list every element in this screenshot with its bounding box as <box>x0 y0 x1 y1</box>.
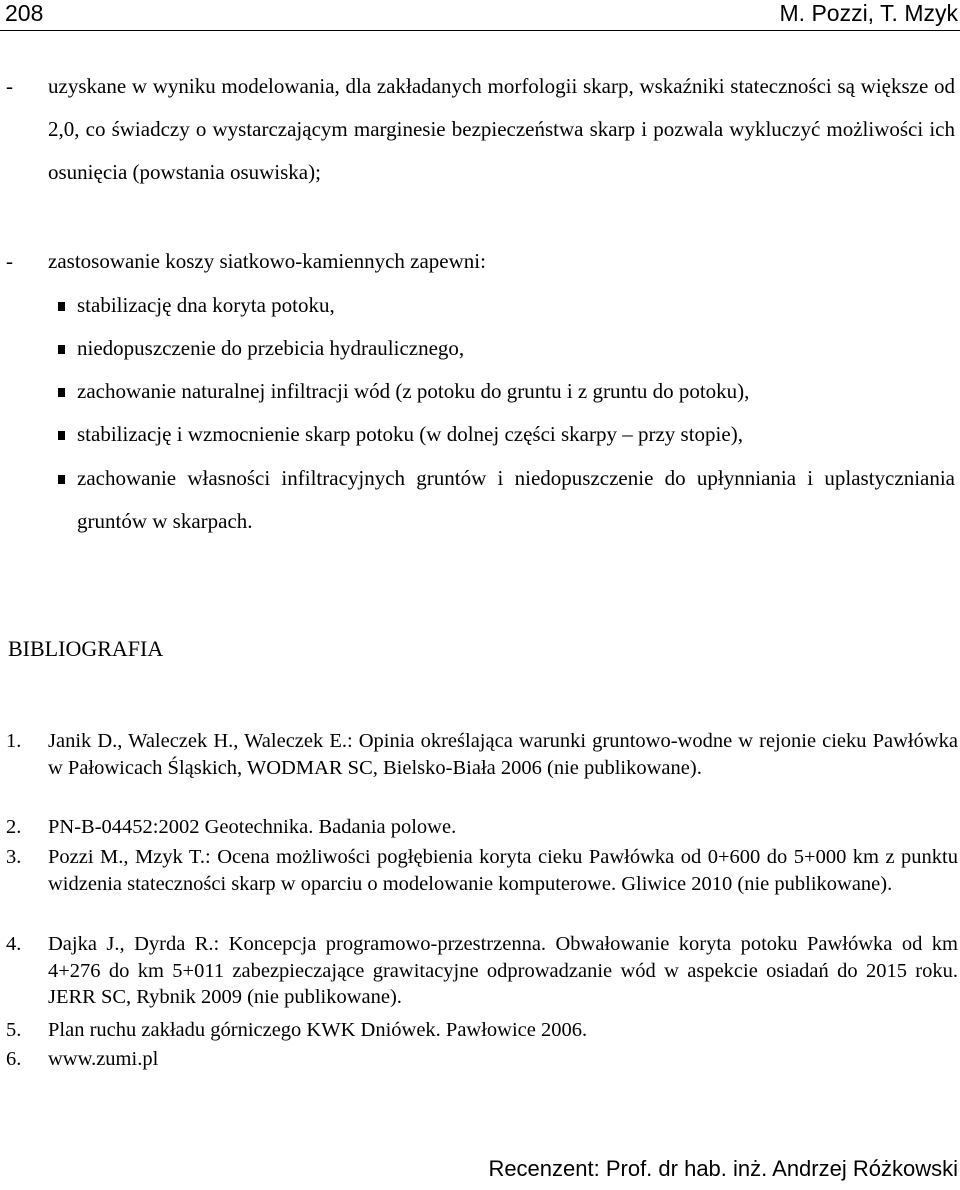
entry-number: 5. <box>6 1019 22 1041</box>
page-header <box>0 0 960 31</box>
square-bullet-icon <box>58 345 65 354</box>
entry-text: Plan ruchu zakładu górniczego KWK Dniówek. Pawłowice 2006. <box>48 1019 588 1041</box>
entry-text: Dajka J., Dyrda R.: Koncepcja programowo-przestrzenna. Obwałowanie koryta potoku Pawłówka od km 4+276 do km 5+011 zabezpieczające grawitacyjne odprowadzanie wód w aspekcie osiadań do 2015 roku. JERR SC, Rybnik 2009 (nie publikowane). <box>48 933 958 1008</box>
reviewer-note: Recenzent: Prof. dr hab. inż. Andrzej Różkowski <box>488 1156 958 1181</box>
page-number: 208 <box>5 0 44 26</box>
entry-number: 1. <box>6 730 22 752</box>
square-bullet-icon <box>58 388 65 397</box>
list-dash: - <box>6 74 13 98</box>
entry-text: PN-B-04452:2002 Geotechnika. Badania polowe. <box>48 816 457 838</box>
running-head-authors: M. Pozzi, T. Mzyk <box>779 0 958 26</box>
entry-text: Janik D., Waleczek H., Waleczek E.: Opinia określająca warunki gruntowo-wodne w rejonie cieku Pawłówka w Pałowicach Śląskich, WODMAR SC, Bielsko-Biała 2006 (nie publikowane). <box>48 730 958 779</box>
bibliography-heading: BIBLIOGRAFIA <box>8 636 164 661</box>
entry-text: Pozzi M., Mzyk T.: Ocena możliwości pogłębienia koryta cieku Pawłówka od 0+600 do 5+000 km z punktu widzenia stateczności skarp w oparciu o modelowanie komputerowe. Gliwice 2010 (nie publikowane). <box>48 846 958 895</box>
list-dash: - <box>6 249 13 273</box>
paragraph-text: uzyskane w wyniku modelowania, dla zakładanych morfologii skarp, wskaźniki stateczności są większe od 2,0, co świadczy o wystarczającym marginesie bezpieczeństwa skarp i pozwala wykluczyć możliwości ich osunięcia (powstania osuwiska); <box>48 74 955 184</box>
conclusion-paragraph <box>0 65 955 237</box>
bullet-text: zachowanie własności infiltracyjnych gruntów i niedopuszczenie do upłynniania i uplastyczniania gruntów w skarpach. <box>77 466 955 533</box>
bullet-text: stabilizację dna koryta potoku, <box>77 293 335 317</box>
conclusion-paragraph <box>0 240 955 283</box>
bullet-text: stabilizację i wzmocnienie skarp potoku (w dolnej części skarpy – przy stopie), <box>77 422 743 446</box>
bullet-text: zachowanie naturalnej infiltracji wód (z potoku do gruntu i z gruntu do potoku), <box>77 379 750 403</box>
entry-number: 6. <box>6 1048 22 1070</box>
paragraph-text: zastosowanie koszy siatkowo-kamiennych zapewni: <box>48 249 486 273</box>
entry-text: www.zumi.pl <box>48 1048 159 1070</box>
entry-number: 4. <box>6 933 22 955</box>
entry-number: 2. <box>6 816 22 838</box>
square-bullet-icon <box>58 302 65 311</box>
square-bullet-icon <box>58 431 65 440</box>
square-bullet-icon <box>58 475 65 484</box>
entry-number: 3. <box>6 846 22 868</box>
bullet-text: niedopuszczenie do przebicia hydraulicznego, <box>77 336 465 360</box>
